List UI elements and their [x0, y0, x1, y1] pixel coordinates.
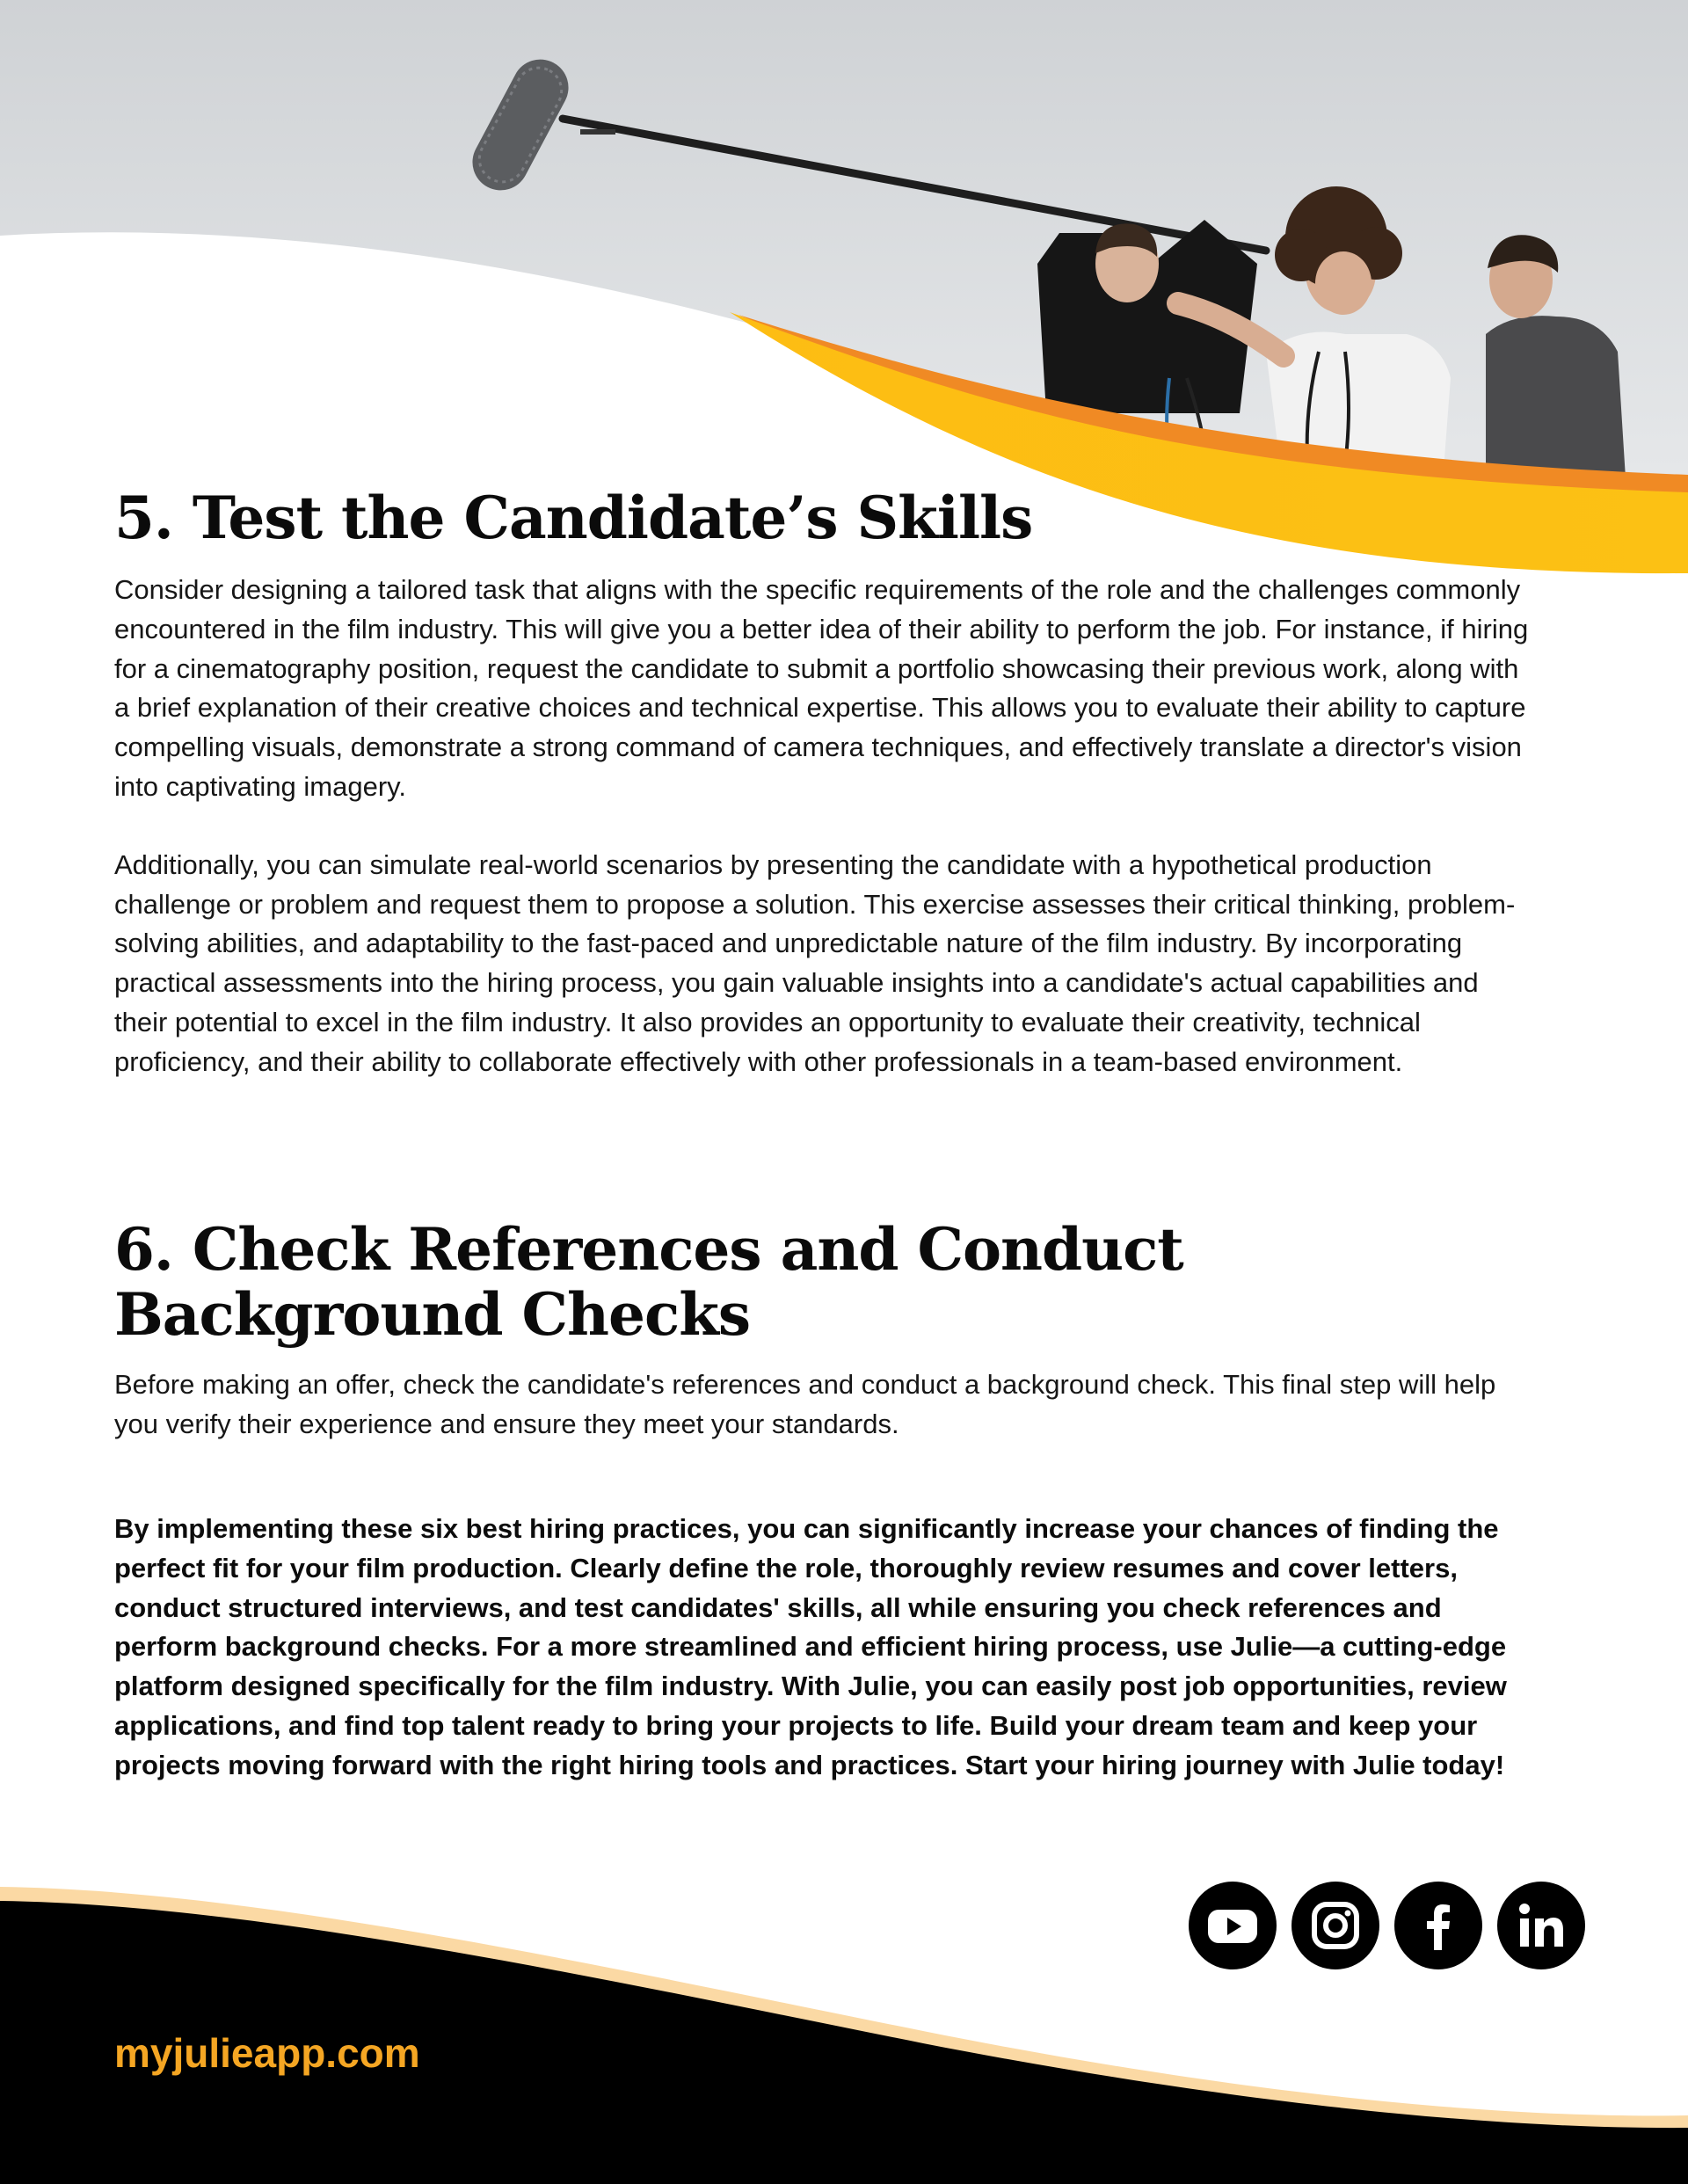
section-6-heading: 6. Check References and Conduct Background Checks — [114, 1215, 1183, 1349]
website-link[interactable]: myjulieapp.com — [114, 2030, 420, 2076]
linkedin-icon — [1513, 1897, 1569, 1954]
section-5-body — [114, 571, 1539, 1082]
section-5-heading: 5. Test the Candidate’s Skills — [114, 484, 1033, 552]
conclusion-block — [114, 1510, 1539, 1786]
section-5-paragraph-1: Consider designing a tailored task that aligns with the specific requirements of the role and the challenges commonly encountered in the film industry. This will give you a better idea of their ability to perform the job. For instance, if hiring for a cinematography position, request the candidate to submit a portfolio showcasing their previous work, along with a brief explanation of their creative choices and technical expertise. This allows you to evaluate their ability to capture compelling visuals, demonstrate a strong command of camera techniques, and effectively translate a director's vision into captivating imagery. — [114, 574, 1529, 802]
facebook-button[interactable] — [1394, 1882, 1482, 1969]
linkedin-button[interactable] — [1497, 1882, 1585, 1969]
section-6-paragraph: Before making an offer, check the candidate's references and conduct a background check. This final step will help you verify their experience and ensure they meet your standards. — [114, 1369, 1496, 1439]
instagram-button[interactable] — [1291, 1882, 1379, 1969]
section-6-body — [114, 1365, 1539, 1445]
section-6 — [114, 1217, 1257, 1347]
section-5 — [114, 485, 1539, 550]
instagram-icon — [1307, 1897, 1364, 1954]
section-5-paragraph-2: Additionally, you can simulate real-world scenarios by presenting the candidate with a hypothetical production challenge or problem and request them to propose a solution. This exercise assesses their critical thinking, problem-solving abilities, and adaptability to the fast-paced and unpredictable nature of the film industry. By incorporating practical assessments into the hiring process, you gain valuable insights into a candidate's actual capabilities and their potential to excel in the film industry. It also provides an opportunity to evaluate their creativity, technical proficiency, and their ability to collaborate effectively with other professionals in a team-based environment. — [114, 848, 1516, 1077]
youtube-icon — [1204, 1897, 1261, 1954]
youtube-button[interactable] — [1189, 1882, 1277, 1969]
conclusion-paragraph: By implementing these six best hiring practices, you can significantly increase your chances of finding the perfect fit for your film production. Clearly define the role, thoroughly review resumes and cover letters, conduct structured interviews, and test candidates' skills, all while ensuring you check references and perform background checks. For a more streamlined and efficient hiring process, use Julie—a cutting-edge platform designed specifically for the film industry. With Julie, you can easily post job opportunities, review applications, and find top talent ready to bring your projects to life. Build your dream team and keep your projects moving forward with the right hiring tools and practices. Start your hiring journey with Julie today! — [114, 1513, 1507, 1780]
facebook-icon — [1410, 1897, 1466, 1954]
